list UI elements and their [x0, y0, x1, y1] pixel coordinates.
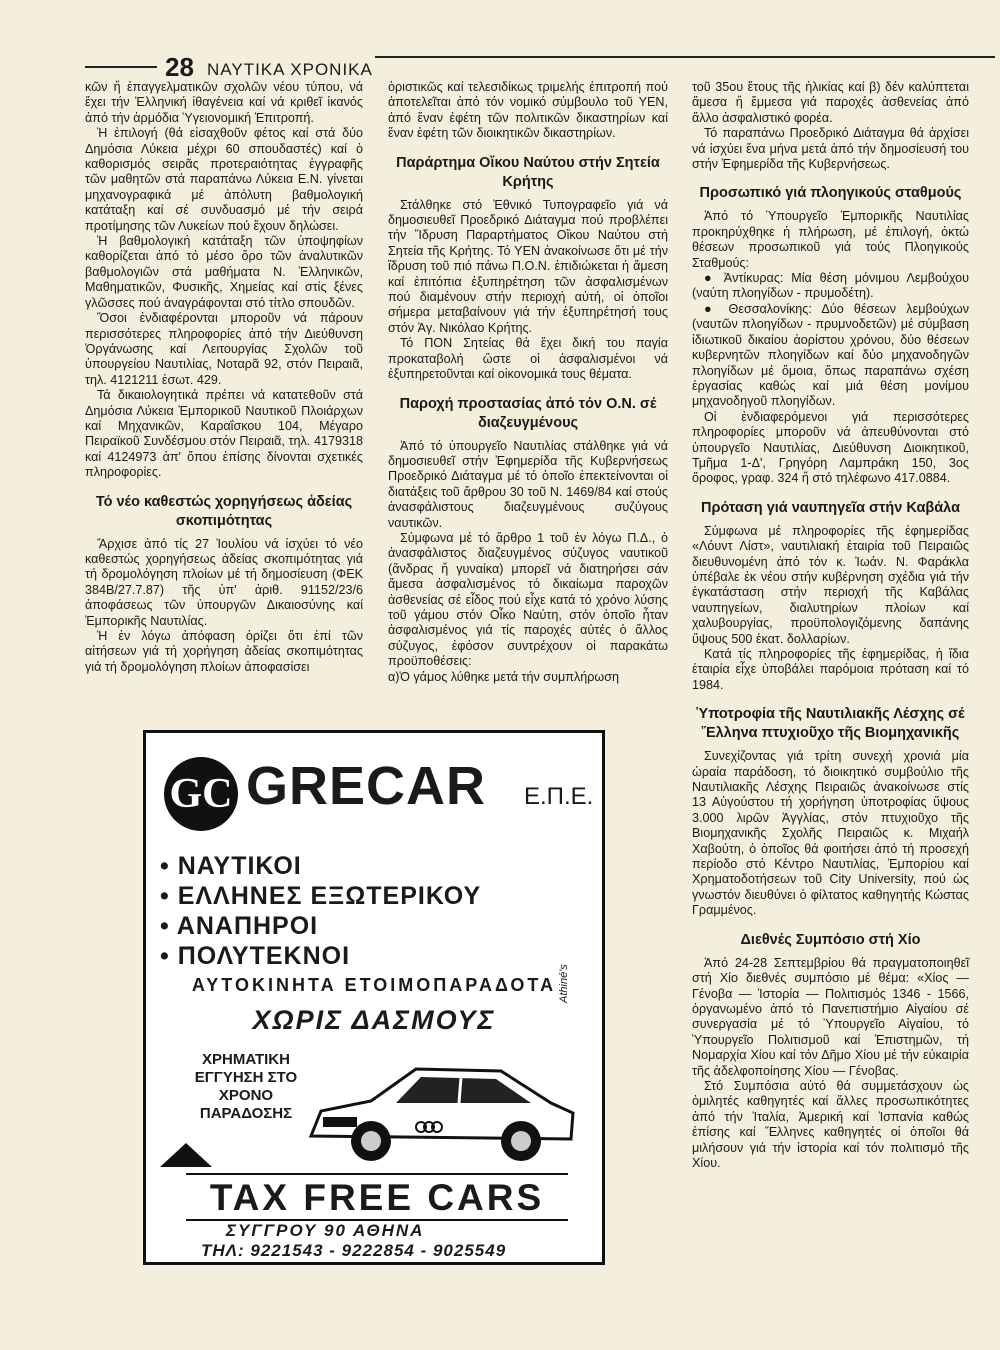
artist-signature: Athiné's	[558, 964, 570, 1003]
article-heading: Ὑποτροφία τῆς Ναυτιλιακῆς Λέσχης σέ Ἕλληνα πτυχιοῦχο τῆς Βιομηχανικῆς	[696, 706, 965, 742]
page-number: 28	[165, 52, 194, 82]
paragraph: Σύμφωνα μέ πληροφορίες τῆς ἐφημερίδας «Λόυντ Λίστ», ναυτιλιακή ἑταιρία τοῦ Πειραιῶς διευθυνομένη ἀπό τόν κ. Ἰωάν. Ν. Φαράκλα ὑπέβαλε ἐκ νέου στήν κυβέρνηση σχέδια γιά τήν ἐγκατάσταση στήν περιοχή τῆς Καβάλας ναυπηγείων, διαλυτηρίων πλοίων καί χαλυβουργίας, προϋπολογιζόμενης δαπάνης ὕψους 500 ἑκατ. δολλαρίων.	[692, 523, 969, 646]
paragraph: ● Ἀντίκυρας: Μία θέση μόνιμου Λεμβούχου (ναύτη πλοηγίδων - πρυμοδέτη).	[692, 271, 969, 301]
arrow-icon	[160, 1143, 212, 1167]
ad-bullet: • ΑΝΑΠΗΡΟΙ	[160, 911, 481, 941]
grecar-logo: GC	[164, 757, 238, 831]
article-heading: Τό νέο καθεστώς χορηγήσεως ἀδείας σκοπιμότητας	[95, 493, 353, 529]
paragraph: Ἡ βαθμολογική κατάταξη τῶν ὑποψηφίων καθορίζεται ἀπό τό μέσο ὅρο τῶν ἀναλυτικῶν βαθμολογιῶν στά μαθήματα Ν. Ἑλληνικῶν, Μαθηματικῶν, Φυσικῆς, Χημείας καί στίς ξένες γλῶσσες πού ἀναγράφονται στό τίτλο σπουδῶν.	[85, 234, 363, 310]
paragraph: Τά δικαιολογητικά πρέπει νά κατατεθοῦν στά Δημόσια Λύκεια Ἐμπορικοῦ Ναυτικοῦ Πλοιάρχων καί Μηχανικῶν, Καραΐσκου 104, Μέγαρο Πειραϊκοῦ Συνδέσμου στόν Πειραιᾶ, τηλ. 4179318 καί 4124973 ἀπ' ὅπου ἐπίσης δίνονται σχετικές πληροφορίες.	[85, 388, 363, 480]
page-header	[85, 52, 995, 82]
header-rule-right	[375, 56, 995, 58]
paragraph: τοῦ 35ου ἔτους τῆς ἡλικίας καί β) δέν καλύπτεται ἄμεσα ἤ ἔμμεσα γιά παροχές ἀσθενείας ἀπό ἄλλο ἀσφαλιστικό φορέα.	[692, 80, 969, 125]
article-heading: Παράρτημα Οἴκου Ναύτου στήν Σητεία Κρήτης	[396, 154, 660, 190]
ad-bullet: • ΠΟΛΥΤΕΚΝΟΙ	[160, 941, 481, 971]
paragraph: Ὅσοι ἐνδιαφέρονται μποροῦν νά πάρουν περισσότερες πληροφορίες ἀπό τήν Διεύθυνση Ὀργάνωσης καί Λειτουργίας Σχολῶν τοῦ ὑπουργείου Ναυτιλίας, Νοταρᾶ 92, στόν Πειραιᾶ, τηλ. 4121211 ἐσωτ. 429.	[85, 311, 363, 387]
paragraph: Ἀπό 24-28 Σεπτεμβρίου θά πραγματοποιηθεῖ στή Χίο διεθνές συμπόσιο μέ θέμα: «Χίος — Γένοβα — Ἱστορία — Πολιτισμός 1346 - 1566, ὀργανωμένο ἀπό τό Πανεπιστήμιο Αἰγαίου σέ συνεργασία μέ τό Ὑπουργεῖο Αἰγαίου, τό Ὑπουργεῖο Πολιτισμοῦ καί Ἐπιστημῶν, τή Νομαρχία Χίου καί τόν Δῆμο Χίου μέ τήν εὐκαιρία τῆς ἀδελφοποίησης Χίου — Γένοβας.	[692, 955, 969, 1078]
ad-guarantee: ΧΡΗΜΑΤΙΚΗ ΕΓΓΥΗΣΗ ΣΤΟ ΧΡΟΝΟ ΠΑΡΑΔΟΣΗΣ	[194, 1051, 298, 1122]
ad-phones: ΤΗΛ: 9221543 - 9222854 - 9025549	[201, 1241, 507, 1260]
ad-bullet: • ΕΛΛΗΝΕΣ ΕΞΩΤΕΡΙΚΟΥ	[160, 881, 481, 911]
article-heading: Προσωπικό γιά πλοηγικούς σταθμούς	[699, 185, 962, 202]
paragraph: ὁριστικῶς καί τελεσιδίκως τριμελής ἐπιτροπή πού ἀποτελεῖται ἀπό τόν νομικό σύμβουλο τοῦ ΥΕΝ, ἀπό ἕναν ἐφέτη τῶν πολιτικῶν δικαστηρίων καί ἕναν ἐφέτη τῶν διοικητικῶν δικαστηρίων.	[388, 80, 668, 141]
article-heading: Διεθνές Συμπόσιο στή Χίο	[740, 931, 921, 948]
paragraph: Συνεχίζοντας γιά τρίτη συνεχή χρονιά μία ὡραία παράδοση, τό διοικητικό συμβούλιο τῆς Ναυτιλιακῆς Λέσχης Πειραιῶς ἀνακοίνωσε στίς 13 Αὐγούστου τή χορήγηση ὑποτροφίας ὕψους 3.000 λιρῶν Ἀγγλίας, στόν πτυχιοῦχο τῆς Βιομηχανικῆς Σχολῆς Πειραιῶς κ. Μιχαήλ Χαβούτη, ὁ ὁποῖος θά φοιτήσει ἀπό τή προσεχή περίοδο στό Κέντρο Ναυτιλίας, Ἐμπορίου καί Χρηματοδοτήσεων τοῦ City University, πού ὡς γνωστόν διευθύνει ὁ φίλτατος καθηγητής Κώστας Γραμμένος.	[692, 749, 969, 918]
paragraph: Ἡ ἐπιλογή (θά εἰσαχθοῦν φέτος καί στά δύο Δημόσια Λύκεια μέχρι 60 σπουδαστές) καί ὁ καθορισμός σειρᾶς προτεραιότητας ἐγγραφῆς τῶν μαθητῶν στά παραπάνω Λύκεια Ε.Ν. γίνεται μηχανογραφικά μέ ἀπόλυτη βαθμολογική κατάταξη καί σέ συνδυασμό μέ τήν σειρά προτίμησης τῶν Λυκείων πού ἔχουν δηλώσει.	[85, 126, 363, 233]
ad-bullet-list	[160, 851, 481, 971]
ad-bullet: • ΝΑΥΤΙΚΟΙ	[160, 851, 481, 881]
ad-ready-cars: ΑΥΤΟΚΙΝΗΤΑ ΕΤΟΙΜΟΠΑΡΑΔΟΤΑ	[191, 975, 557, 995]
paragraph: Ἀπό τό ὑπουργεῖο Ναυτιλίας στάλθηκε γιά νά δημοσιευθεῖ στήν Ἐφημερίδα τῆς Κυβερνήσεως Προεδρικό Διάταγμα μέ τό ὁποῖο ἐπεκτείνονται οἱ διατάξεις τοῦ ἄρθρου 30 τοῦ Ν. 1469/84 καί στούς ἀνασφάλιστους διαζευγμένους συζύγους ναυτικῶν.	[388, 438, 668, 530]
ad-duty-free: ΧΩΡΙΣ ΔΑΣΜΟΥΣ	[252, 1005, 496, 1035]
paragraph: Τό ΠΟΝ Σητείας θά ἔχει δική του παγία προκαταβολή ὥστε οἱ ἀσφαλισμένοι νά ἐξυπηρετοῦνται καί οἰκονομικά τους θέματα.	[388, 336, 668, 382]
paragraph: Ἀπό τό Ὑπουργεῖο Ἐμπορικῆς Ναυτιλίας προκηρύχθηκε ἡ πλήρωση, μέ ἐπιλογή, ὀκτώ θέσεων προσωπικοῦ γιά τούς Πλοηγικούς Σταθμούς:	[692, 209, 969, 270]
paragraph: Στό Συμπόσια αὐτό θά συμμετάσχουν ὡς ὁμιλητές καθηγητές καί ἄλλες προσωπικότητες ἀπό τήν Ἰταλία, Ἀμερική καί Ἰσπανία καθώς ἐπίσης καί Ἕλληνες καθηγητές οἱ ὁποῖοι θά μιλήσουν γιά τήν ἱστορία καί τόν πολιτισμό τῆς Χίου.	[692, 1078, 969, 1170]
paragraph: α)Ὁ γάμος λύθηκε μετά τήν συμπλήρωση	[388, 669, 619, 684]
paragraph: Ἡ ἐν λόγω ἀπόφαση ὁρίζει ὅτι ἐπί τῶν αἰτήσεων γιά τή χορήγηση ἀδείας σκοπιμότητας γιά τή δρομολόγηση πλοίων ἀποφασίσει	[85, 629, 363, 674]
paragraph: Ἄρχισε ἀπό τίς 27 Ἰουλίου νά ἰσχύει τό νέο καθεστώς χορηγήσεως ἀδείας σκοπιμότητας γιά τή δρομολόγηση πλοίων μέ τή δημοσίευση (ΦΕΚ 384Β/27.7.87) τῆς ὑπ' ἀριθ. 91152/23/6 ἀποφάσεως τῶν ὑπουργῶν Δικαιοσύνης καί Ἐμπορικῆς Ναυτιλίας.	[85, 536, 363, 628]
article-heading: Πρόταση γιά ναυπηγεῖα στήν Καβάλα	[701, 499, 960, 516]
paragraph: Οἱ ἐνδιαφερόμενοι γιά περισσότερες πληροφορίες μποροῦν νά ἀπευθύνονται στό ὑπουργεῖο Ναυτιλίας, Διεύθυνση Διοικητικοῦ, Τμῆμα 1-Δ', Γρηγόρη Λαμπράκη 150, 3ος ὄροφος, γραφ. 324 ἤ στό τηλέφωνο 417.0884.	[692, 409, 969, 486]
paragraph: Τό παραπάνω Προεδρικό Διάταγμα θά ἀρχίσει νά ἰσχύει ἕνα μήνα μετά ἀπό τήν δημοσίευσή του στήν Ἐφημερίδα τῆς Κυβερνήσεως.	[692, 126, 969, 172]
paragraph: Στάλθηκε στό Ἐθνικό Τυπογραφεῖο γιά νά δημοσιευθεῖ Προεδρικό Διάταγμα πού προβλέπει τήν Ἵδρυση Παραρτήματος Οἴκου Ναύτου στή Σητεία τῆς Κρήτης. Τό ΥΕΝ ἀνακοίνωσε ὅτι μέ τήν ἵδρυση τοῦ πιό πάνω Π.Ο.Ν. ἐπιδιώκεται ἡ ἄμεση καί ἐπιτόπια ἐξυπηρέτηση τῶν ἀσφαλισμένων πού διαμένουν στήν περιοχή αὐτή, οἱ ὁποῖοι σήμερα μεταβαίνουν γιά τήν ἐξυπηρέτησή τους στόν Ἀγ. Νικόλαο Κρήτης.	[388, 197, 668, 335]
paragraph: κῶν ἤ ἐπαγγελματικῶν σχολῶν νέου τύπου, νά ἔχει τήν Ἑλληνική ἰθαγένεια καί νά κριθεῖ ἱκανός ἀπό τήν ἁρμόδια Ὑγειονομική Ἐπιτροπή.	[85, 80, 363, 125]
ad-brand-suffix: Ε.Π.Ε.	[524, 783, 594, 810]
magazine-title: ΝΑΥΤΙΚΑ ΧΡΟΝΙΚΑ	[207, 60, 373, 79]
car-illustration	[301, 1041, 581, 1171]
column-2	[388, 80, 668, 685]
column-1	[85, 80, 363, 675]
paragraph: ● Θεσσαλονίκης: Δύο θέσεων λεμβούχων (ναυτῶν πλοηγίδων - πρυμνοδετῶν) μέ σύμβαση ἰδιωτικοῦ δικαίου ἀορίστου χρόνου, δύο θέσεων κυβερνητῶν πλοηγίδων καί δύο μηχανοδηγῶν πλοηγίδων μέ ὅμοια, ὅπως παραπάνω σχέση ἐργασίας καθώς καί μιά θέση μονίμου μηχανοδηγοῦ πλοηγίδων.	[692, 301, 969, 409]
tax-free-banner: TAX FREE CARS	[186, 1173, 568, 1221]
grecar-advertisement	[143, 730, 605, 1265]
article-heading: Παροχή προστασίας ἀπό τόν Ο.Ν. σέ διαζευγμένους	[399, 395, 657, 431]
paragraph: Κατά τίς πληροφορίες τῆς ἐφημερίδας, ἡ ἴδια ἑταιρία εἶχε ὑποβάλει παρόμοια πρόταση καί τό 1984.	[692, 647, 969, 692]
ad-brand-name: GRECAR	[246, 756, 487, 816]
ad-address: ΣΥΓΓΡΟΥ 90 ΑΘΗΝΑ	[226, 1221, 425, 1240]
header-rule-left	[85, 66, 157, 68]
paragraph: Σύμφωνα μέ τό ἄρθρο 1 τοῦ ἐν λόγω Π.Δ., ὁ ἀνασφάλιστος διαζευγμένος σύζυγος ναυτικοῦ (ἄνδρας ἤ γυναίκα) μπορεῖ νά διατηρήσει σάν ἄμεσα ἀσφαλισμένος τό δικαίωμα παροχῶν ἀσθενείας σέ εἶδος πού εἶχε κατά τό χρόνο λύσης τοῦ γάμου στόν Οἶκο Ναύτη, στόν ὁποῖο ἦταν ἀσφαλισμένος γιά τίς παροχές αὐτές ὁ ἄλλος σύζυγος, ἐφόσον συντρέχουν οἱ παρακάτω προϋποθέσεις:	[388, 530, 668, 669]
column-3	[692, 80, 969, 1171]
